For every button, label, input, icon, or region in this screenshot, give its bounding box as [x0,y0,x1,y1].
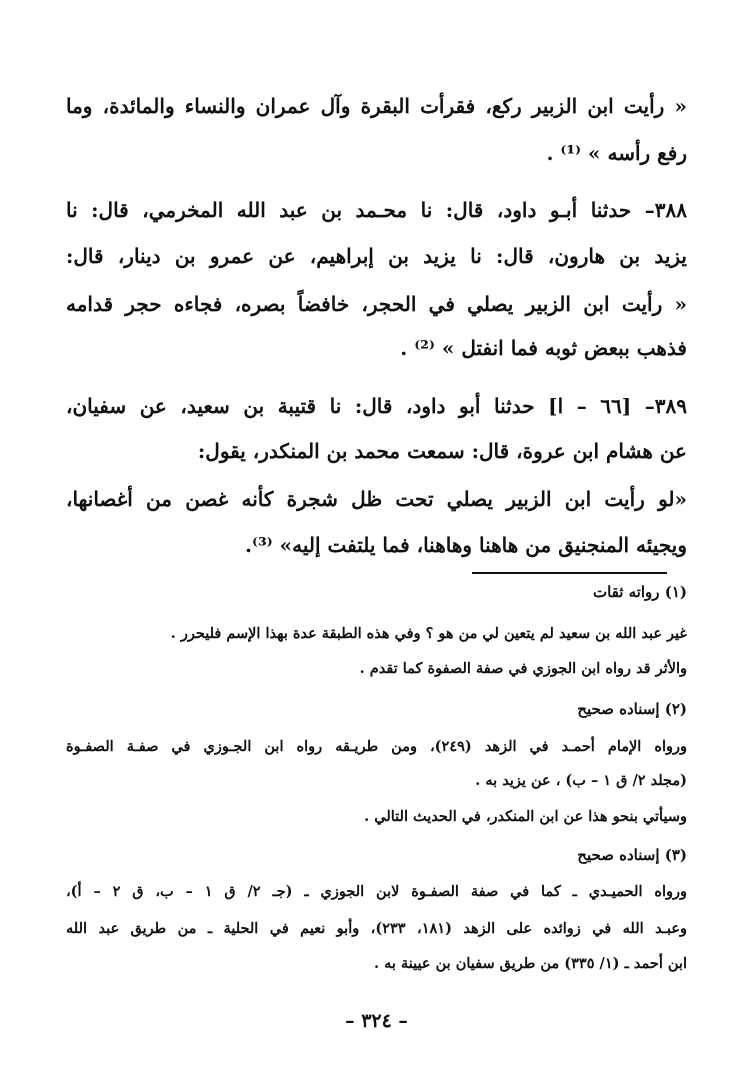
footnote-divider [472,572,667,574]
text-line: « رأيت ابن الزبير يصلي في الحجر، خافضاً بصره، فجاءه حجر قدامه [66,292,687,316]
footnote-2-heading: (٢) إسناده صحيح [577,700,687,718]
text-line: «لو رأيت ابن الزبير يصلي تحت ظل شجرة كأنه غصن من أغصانها، [66,487,687,511]
text-line: فذهب ببعض ثوبه فما انفتل » ⁽²⁾ . [400,336,687,360]
page-number: – ٣٢٤ – [345,1010,408,1032]
footnote-1-line: غير عبد الله بن سعيد لم يتعين لي من هو ؟ وفي هذه الطبقة عدة بهذا الإسم فليحرر . [170,625,687,642]
footnote-1-heading: (١) رواته ثقات [592,583,687,601]
footnote-3-heading: (٣) إسناده صحيح [577,846,687,864]
hadith-389-line: ٣٨٩– [٦٦ – ا] حدثنا أبو داود، قال: نا قتيبة بن سعيد، عن سفيان، [66,394,687,418]
text-line: « رأيت ابن الزبير ركع، فقرأت البقرة وآل عمران والنساء والمائدة، وما [66,94,687,118]
footnote-2-line: وسيأتي بنحو هذا عن ابن المنكدر، في الحديث التالي . [364,808,687,825]
footnote-2-line: (مجلد ٢/ ق ١ – ب) ، عن يزيد به . [475,772,687,789]
footnote-3-line: وعبـد الله في زوائده على الزهد (١٨١، ٢٣٣)، وأبو نعيم في الحلية ـ من طريق عبد الله [66,920,687,937]
text-line: عن هشام ابن عروة، قال: سمعت محمد بن المنكدر، يقول: [197,439,687,463]
footnote-2-line: ورواه الإمام أحمـد في الزهد (٢٤٩)، ومن طريـقه رواه ابن الجـوزي في صفـة الصفـوة [66,738,687,755]
footnote-3-line: ابن أحمد ـ (١/ ٣٣٥) من طريق سفيان بن عيينة به . [374,955,687,972]
footnote-3-line: ورواه الحميـدي ـ كما في صفة الصفـوة لابن الجوزي ـ (جـ ٢/ ق ١ – ب، ق ٢ – أ)، [66,883,687,900]
text-line: يزيد بن هارون، قال: نا يزيد بن إبراهيم، عن عمرو بن دينار، قال: [66,244,687,268]
text-line: رفع رأسه » ⁽¹⁾ . [546,141,687,165]
text-line: ويجيئه المنجنيق من هاهنا وهاهنا، فما يلتفت إليه» ⁽³⁾. [245,533,687,557]
footnote-1-line: والأثر قد رواه ابن الجوزي في صفة الصفوة كما تقدم . [359,660,687,677]
hadith-388-line: ٣٨٨– حدثنا أبـو داود، قال: نا محـمد بن عبد الله المخرمي، قال: نا [66,198,687,222]
